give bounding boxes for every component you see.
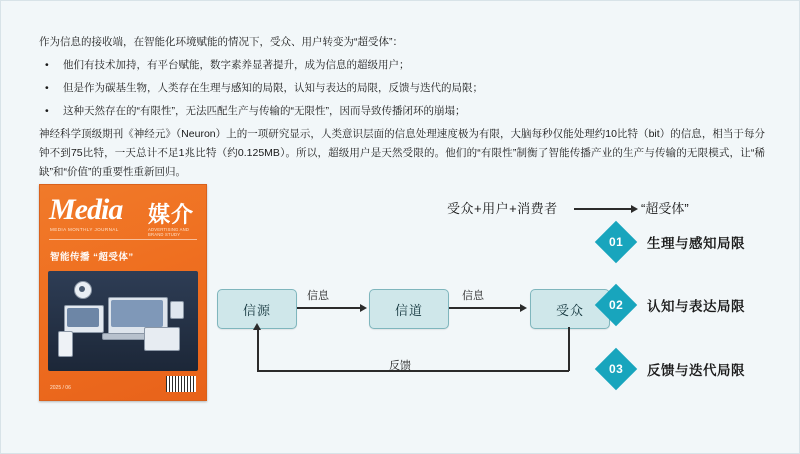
flow-node-audience[interactable]: 受众 xyxy=(530,289,610,329)
bullet-text: 他们有技术加持，有平台赋能，数字素养显著提升，成为信息的超级用户； xyxy=(63,59,410,71)
intro-paragraph: 作为信息的接收端，在智能化环境赋能的情况下，受众、用户转变为“超受体”： xyxy=(39,36,403,48)
limit-label: 认知与表达局限 xyxy=(647,299,745,314)
limit-item-02 xyxy=(601,290,745,320)
feedback-arrow-head-icon xyxy=(253,323,261,330)
closing-paragraph: 神经科学顶级期刊《神经元》（Neuron）上的一项研究显示，人类意识层面的信息处理速度极为有限，大脑每秒仅能处理约10比特（bit）的信息，相当于每分钟不到75比特，一天总计不足1兆比特（约0.125MB）。所以，超级用户是天然受限的。他们的“有限性”制衡了智能传播产业的生产与传输的无限模式，让“稀缺”和“价值”的重要性重新回归。 xyxy=(39,128,765,178)
phone-icon xyxy=(58,331,73,357)
feedback-line-left-icon xyxy=(257,327,259,371)
tablet-icon xyxy=(144,327,180,351)
arrow-source-to-channel-icon xyxy=(297,307,361,309)
edge-label-info-2: 信息 xyxy=(462,290,484,302)
limit-label: 反馈与迭代局限 xyxy=(647,363,745,378)
barcode-icon xyxy=(166,376,196,392)
edge-label-feedback: 反馈 xyxy=(389,360,411,372)
arrow-head-icon xyxy=(520,304,527,312)
limit-item-01 xyxy=(601,227,745,257)
bullet-marker-icon: • xyxy=(45,105,49,117)
diagram-heading-result: “超受体” xyxy=(641,201,689,216)
heading-arrow-head-icon xyxy=(631,205,638,213)
bullet-marker-icon: • xyxy=(45,82,49,94)
limit-number: 03 xyxy=(608,361,624,376)
limit-number-badge xyxy=(595,348,637,390)
arrow-channel-to-audience-icon xyxy=(449,307,521,309)
feedback-line-right-icon xyxy=(568,327,570,371)
magazine-photo xyxy=(48,271,198,371)
camera-lens-icon xyxy=(79,286,85,292)
arrow-head-icon xyxy=(360,304,367,312)
magazine-title-cn: 媒介 xyxy=(148,202,195,227)
magazine-footer xyxy=(48,374,198,394)
magazine-subtitle-en: MEDIA MONTHLY JOURNAL xyxy=(50,227,119,232)
limit-label: 生理与感知局限 xyxy=(647,236,745,251)
magazine-subtitle-en-secondary: ADVERTISING AND BRAND STUDY xyxy=(148,227,190,237)
bullet-item xyxy=(39,79,765,98)
bullet-item xyxy=(39,56,765,75)
bullet-marker-icon: • xyxy=(45,59,49,71)
monitor-screen-icon xyxy=(67,308,99,327)
edge-label-info-1: 信息 xyxy=(307,290,329,302)
limit-number: 01 xyxy=(608,234,624,249)
limit-number-badge xyxy=(595,221,637,263)
bullet-text: 但是作为碳基生物，人类存在生理与感知的局限，认知与表达的局限，反馈与迭代的局限； xyxy=(63,82,483,94)
smartwatch-icon xyxy=(170,301,184,319)
magazine-issue: 2025 / 06 xyxy=(50,385,71,391)
bullet-item xyxy=(39,102,765,121)
laptop-screen-icon xyxy=(111,300,163,327)
limit-item-03 xyxy=(601,354,745,384)
feedback-line-bottom-icon xyxy=(257,370,569,372)
heading-arrow-line-icon xyxy=(574,208,632,210)
text-block xyxy=(39,33,765,186)
magazine-cover-image xyxy=(39,184,207,401)
flow-node-source[interactable]: 信源 xyxy=(217,289,297,329)
magazine-divider xyxy=(49,239,197,240)
limit-number: 02 xyxy=(608,297,624,312)
diagram-heading: 受众+用户+消费者 xyxy=(447,201,558,216)
magazine-title-en: Media xyxy=(49,193,123,226)
flow-node-channel[interactable]: 信道 xyxy=(369,289,449,329)
limit-number-badge xyxy=(595,284,637,326)
bullet-text: 这种天然存在的“有限性”，无法匹配生产与传输的“无限性”，因而导致传播闭环的崩塌； xyxy=(63,105,466,117)
magazine-headline: 智能传播 “超受体” xyxy=(50,252,134,263)
